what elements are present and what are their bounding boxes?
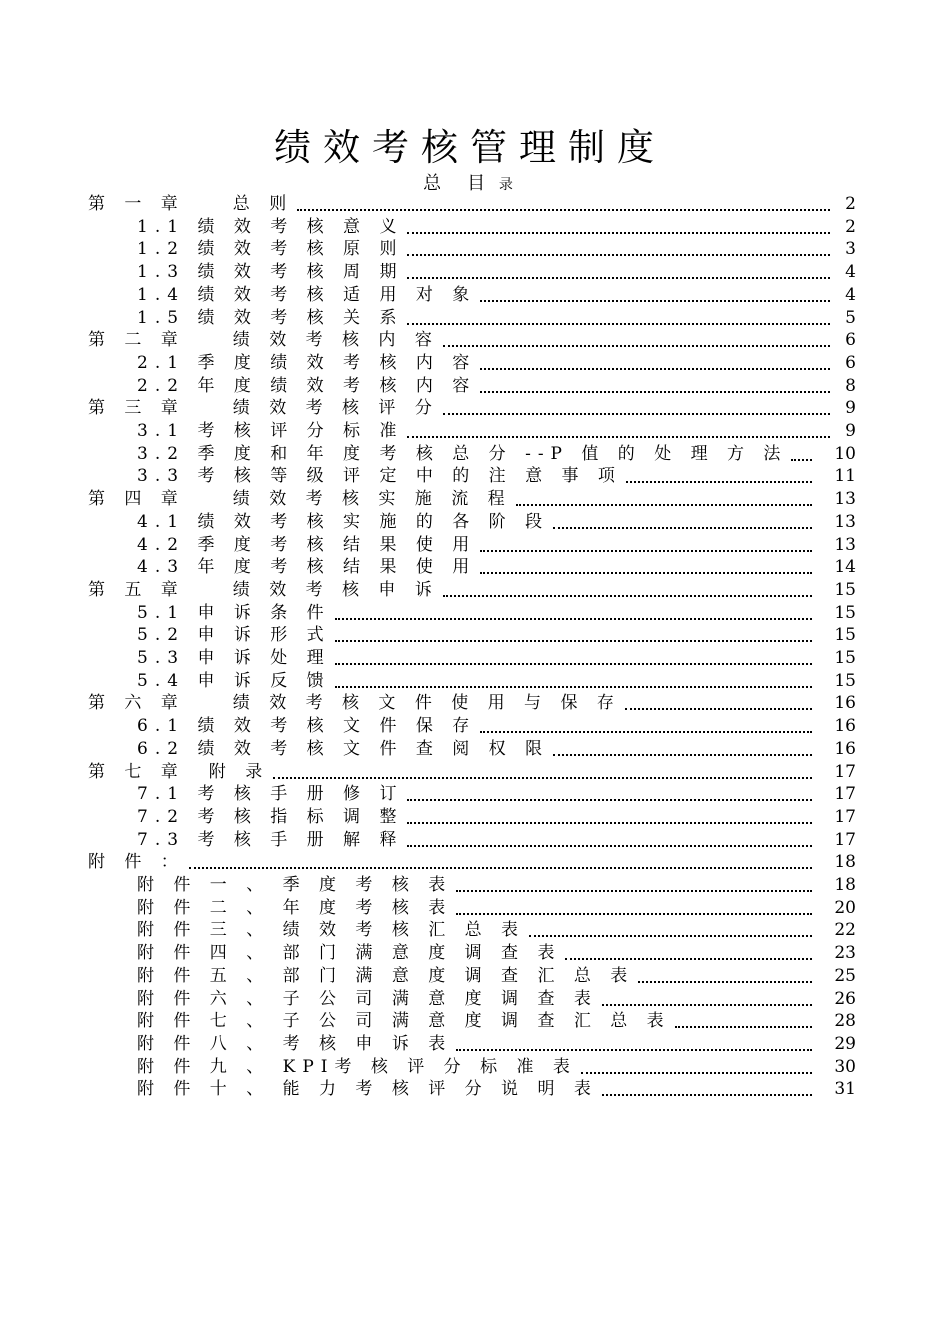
toc-entry-label: 附 件 十 、 能 力 考 核 评 分 说 明 表 [137,1079,598,1100]
toc-entry-page-number: 17 [834,806,856,827]
toc-leader-dots [335,640,812,642]
toc-entry-page-number: 5 [845,307,856,328]
toc-leader-dots [407,436,830,438]
toc-entry-page-number: 9 [845,421,856,441]
toc-leader-dots [443,345,830,347]
toc-entry-label: 1.3 绩 效 考 核 周 期 [137,262,404,283]
toc-entry[interactable] [0,420,950,443]
toc-leader-dots [273,777,812,779]
toc-entry[interactable] [0,602,950,625]
toc-entry-label: 附 件 ： [88,852,185,873]
toc-entry-label: 附 件 四 、 部 门 满 意 度 调 查 表 [137,943,562,964]
toc-leader-dots [581,1072,812,1074]
toc-entry-label: 附 件 二 、 年 度 考 核 表 [137,897,453,918]
toc-leader-dots [456,890,812,892]
toc-entry[interactable] [0,556,950,579]
toc-entry-label: 5.3 申 诉 处 理 [137,648,331,668]
toc-entry-page-number: 8 [845,375,856,396]
toc-entry-page-number: 2 [845,216,856,237]
toc-entry-label: 附 件 三 、 绩 效 考 核 汇 总 表 [137,920,526,941]
toc-entry-label: 附 件 七 、 子 公 司 满 意 度 调 查 汇 总 表 [137,1011,671,1032]
document-title: 绩效考核管理制度 [274,126,666,169]
toc-entry[interactable] [0,692,950,715]
toc-entry[interactable] [0,829,950,852]
toc-entry[interactable] [0,397,950,420]
toc-entry-label: 附 件 八 、 考 核 申 诉 表 [137,1033,453,1054]
toc-entry-label: 第 三 章 绩 效 考 核 评 分 [88,398,439,419]
toc-entry-page-number: 29 [834,1033,856,1054]
toc-entry-page-number: 13 [834,489,856,510]
toc-entry-page-number: 13 [834,511,856,532]
toc-entry-page-number: 23 [834,943,856,964]
toc-entry[interactable] [0,897,950,920]
toc-leader-dots [456,913,812,915]
toc-entry[interactable] [0,216,950,239]
toc-leader-dots [480,391,830,393]
toc-entry-label: 第 六 章 绩 效 考 核 文 件 使 用 与 保 存 [88,693,621,714]
toc-entry[interactable] [0,443,950,466]
toc-entry-page-number: 15 [834,579,856,600]
toc-entry-page-number: 16 [834,716,856,737]
toc-entry-page-number: 4 [845,284,856,305]
toc-entry-label: 第 四 章 绩 效 考 核 实 施 流 程 [88,489,512,510]
toc-entry[interactable] [0,534,950,557]
toc-entry[interactable] [0,465,950,488]
toc-entry-page-number: 22 [834,920,856,941]
toc-entry-page-number: 17 [834,829,856,850]
toc-leader-dots [553,754,812,756]
toc-entry[interactable] [0,329,950,352]
toc-entry-page-number: 26 [834,988,856,1009]
toc-leader-dots [335,663,812,665]
toc-entry-label: 7.3 考 核 手 册 解 释 [137,829,404,850]
toc-entry-label: 3.2 季 度 和 年 度 考 核 总 分 --P 值 的 处 理 方 法 [137,443,788,464]
toc-entry[interactable] [0,1078,950,1101]
toc-entry-label: 6.2 绩 效 考 核 文 件 查 阅 权 限 [137,738,550,759]
toc-leader-dots [407,323,830,325]
toc-entry[interactable] [0,874,950,897]
toc-leader-dots [407,232,830,234]
toc-entry-page-number: 16 [834,693,856,714]
toc-entry[interactable] [0,193,950,216]
toc-entry[interactable] [0,307,950,330]
toc-entry-page-number: 25 [834,965,856,986]
toc-leader-dots [335,686,812,688]
toc-heading-main: 总 目 [423,173,490,194]
toc-entry[interactable] [0,647,950,670]
toc-leader-dots [516,504,812,506]
toc-entry-page-number: 18 [834,875,856,895]
toc-entry-page-number: 9 [845,398,856,419]
toc-entry-label: 第 五 章 绩 效 考 核 申 诉 [88,579,439,600]
toc-entry[interactable] [0,942,950,965]
toc-leader-dots [443,595,812,597]
toc-leader-dots [480,572,812,574]
toc-leader-dots [407,845,812,847]
toc-entry-page-number: 15 [834,625,856,646]
toc-leader-dots [297,209,830,211]
toc-entry-page-number: 11 [834,466,856,487]
toc-entry-label: 4.1 绩 效 考 核 实 施 的 各 阶 段 [137,511,550,532]
toc-entry[interactable] [0,965,950,988]
toc-entry-label: 7.2 考 核 指 标 调 整 [137,806,404,827]
toc-entry-page-number: 2 [845,194,856,214]
toc-entry[interactable] [0,851,950,874]
toc-leader-dots [529,935,812,937]
toc-entry[interactable] [0,511,950,534]
toc-leader-dots [791,459,812,461]
toc-entry-label: 2.1 季 度 绩 效 考 核 内 容 [137,352,477,373]
toc-entry[interactable] [0,988,950,1011]
toc-entry[interactable] [0,238,950,261]
toc-entry-label: 第 一 章 总 则 [88,194,294,214]
toc-entry-label: 5.4 申 诉 反 馈 [137,670,331,691]
toc-entry-label: 附 件 五 、 部 门 满 意 度 调 查 汇 总 表 [137,965,635,986]
toc-leader-dots [456,1049,812,1051]
toc-leader-dots [675,1026,812,1028]
toc-leader-dots [638,981,812,983]
toc-leader-dots [480,368,830,370]
toc-entry-label: 附 件 一 、 季 度 考 核 表 [137,875,453,895]
toc-leader-dots [480,731,812,733]
toc-entry-label: 4.2 季 度 考 核 结 果 使 用 [137,534,477,555]
toc-entry-page-number: 4 [845,262,856,283]
toc-entry[interactable] [0,1033,950,1056]
toc-leader-dots [407,254,830,256]
toc-entry-label: 3.1 考 核 评 分 标 准 [137,421,404,441]
toc-entry[interactable] [0,284,950,307]
toc-entry-page-number: 17 [834,784,856,805]
toc-entry-label: 附 件 六 、 子 公 司 满 意 度 调 查 表 [137,988,598,1009]
toc-entry-page-number: 28 [834,1011,856,1032]
toc-entry-label: 1.4 绩 效 考 核 适 用 对 象 [137,284,477,305]
toc-entry-page-number: 13 [834,534,856,555]
toc-leader-dots [335,618,812,620]
toc-entry-label: 5.1 申 诉 条 件 [137,602,331,623]
toc-entry[interactable] [0,1056,950,1079]
toc-entry[interactable] [0,261,950,284]
toc-entry-page-number: 10 [834,443,856,464]
toc-leader-dots [407,822,812,824]
toc-entry[interactable] [0,761,950,784]
toc-entry[interactable] [0,375,950,398]
toc-entry[interactable] [0,919,950,942]
toc-entry-page-number: 30 [834,1056,856,1077]
toc-leader-dots [553,527,812,529]
toc-entry-label: 第 二 章 绩 效 考 核 内 容 [88,330,439,351]
toc-entry-label: 3.3 考 核 等 级 评 定 中 的 注 意 事 项 [137,466,622,487]
toc-entry[interactable] [0,806,950,829]
toc-entry[interactable] [0,624,950,647]
toc-leader-dots [407,799,812,801]
toc-leader-dots [602,1004,812,1006]
toc-leader-dots [480,300,830,302]
toc-entry-label: 7.1 考 核 手 册 修 订 [137,784,404,805]
toc-entry-page-number: 6 [845,330,856,351]
toc-entry-label: 5.2 申 诉 形 式 [137,625,331,646]
toc-entry[interactable] [0,1010,950,1033]
toc-entry-page-number: 15 [834,670,856,691]
toc-leader-dots [602,1094,812,1096]
toc-entry-page-number: 15 [834,648,856,668]
toc-heading-small: 录 [498,177,517,193]
toc-entry[interactable] [0,670,950,693]
toc-entry-page-number: 17 [834,761,856,782]
toc-entry[interactable] [0,738,950,761]
toc-entry-label: 1.5 绩 效 考 核 关 系 [137,307,404,328]
toc-leader-dots [625,708,812,710]
toc-entry-label: 2.2 年 度 绩 效 考 核 内 容 [137,375,477,396]
toc-leader-dots [443,413,830,415]
toc-entry[interactable] [0,579,950,602]
toc-entry[interactable] [0,715,950,738]
toc-leader-dots [189,867,812,869]
toc-leader-dots [626,481,812,483]
toc-entry-page-number: 20 [834,897,856,918]
toc-entry-page-number: 18 [834,852,856,873]
toc-leader-dots [565,958,812,960]
toc-leader-dots [480,550,812,552]
toc-entry[interactable] [0,783,950,806]
toc-entry-page-number: 3 [845,239,856,260]
toc-entry-label: 6.1 绩 效 考 核 文 件 保 存 [137,716,477,737]
toc-entry-label: 4.3 年 度 考 核 结 果 使 用 [137,557,477,578]
toc-entry-page-number: 16 [834,738,856,759]
toc-entry-label: 1.1 绩 效 考 核 意 义 [137,216,404,237]
toc-leader-dots [407,277,830,279]
toc-entry-label: 1.2 绩 效 考 核 原 则 [137,239,404,260]
toc-entry[interactable] [0,352,950,375]
toc-entry-page-number: 6 [845,352,856,373]
toc-entry-label: 第 七 章 附 录 [88,761,270,782]
toc-entry[interactable] [0,488,950,511]
toc-entry-page-number: 14 [834,557,856,578]
toc-entry-label: 附 件 九 、 KPI考 核 评 分 标 准 表 [137,1056,577,1077]
toc-entry-page-number: 31 [834,1079,856,1100]
toc-entry-page-number: 15 [834,602,856,623]
